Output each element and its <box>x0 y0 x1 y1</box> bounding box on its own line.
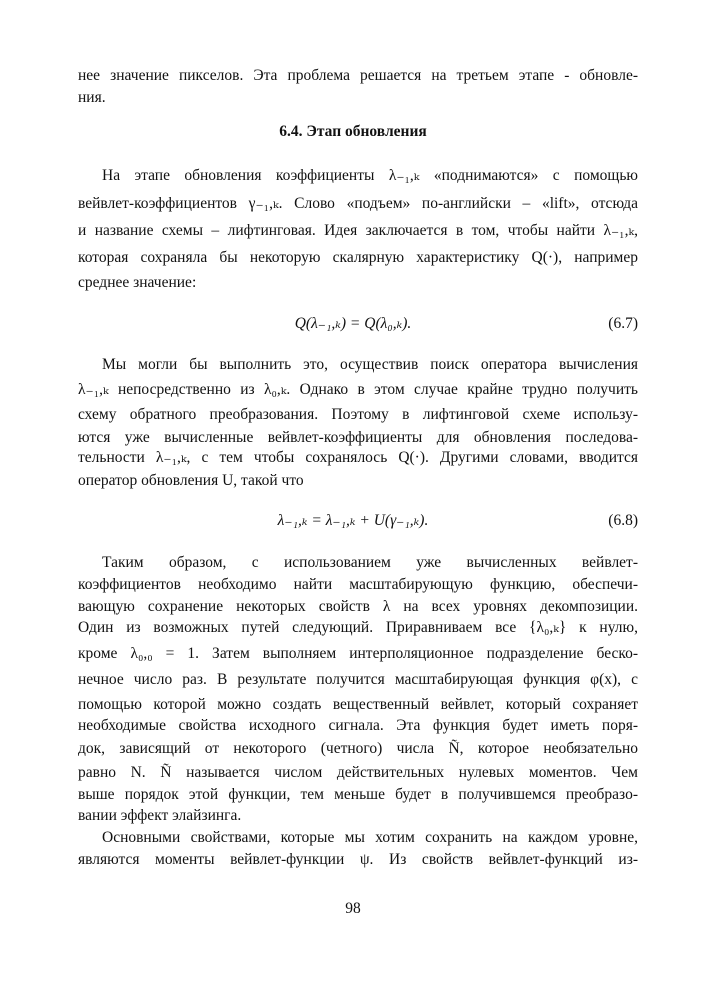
paragraph-1-line-1: На этапе обновления коэффициенты λ₋₁,ₖ «поднимаются» с помощью <box>102 167 638 184</box>
paragraph-3-line-3: вающую сохранение некоторых свойств λ на всех уровнях декомпозиции. <box>78 598 638 615</box>
paragraph-2-line-3: схему обратного преобразования. Поэтому в лифтинговой схеме использу- <box>78 406 638 423</box>
paragraph-0-line-2: ния. <box>78 89 106 106</box>
paragraph-4-line-2: являются моменты вейвлет-функции ψ. Из свойств вейвлет-функций из- <box>78 851 638 868</box>
equation-6-8: λ₋₁,ₖ = λ₋₁,ₖ + U(γ₋₁,ₖ). <box>277 512 429 529</box>
paragraph-0-line-1: нее значение пикселов. Эта проблема решается на третьем этапе - обновле- <box>78 67 638 84</box>
paragraph-3-line-12: вании эффект элайзинга. <box>78 807 242 824</box>
paragraph-4-line-1: Основными свойствами, которые мы хотим сохранить на каждом уровне, <box>102 829 638 846</box>
paragraph-2-line-4: ются уже вычисленные вейвлет-коэффициенты для обновления последова- <box>78 429 638 446</box>
paragraph-1-line-3: и название схемы – лифтинговая. Идея заключается в том, чтобы найти λ₋₁,ₖ, <box>78 222 638 239</box>
paragraph-3-line-8: необходимые свойства исходного сигнала. Эта функция будет иметь поря- <box>78 717 638 734</box>
section-heading: 6.4. Этап обновления <box>279 123 427 140</box>
paragraph-2-line-5: тельности λ₋₁,ₖ, с тем чтобы сохранялось Q(·). Другими словами, вводится <box>78 449 638 466</box>
paragraph-1-line-4: которая сохраняла бы некоторую скалярную характеристику Q(·), например <box>78 249 638 266</box>
paragraph-2-line-2: λ₋₁,ₖ непосредственно из λ₀,ₖ. Однако в этом случае крайне трудно получить <box>78 381 638 398</box>
paragraph-1-line-2: вейвлет-коэффициентов γ₋₁,ₖ. Слово «подъем» по-английски – «lift», отсюда <box>78 195 638 212</box>
paragraph-3-line-9: док, зависящий от некоторого (четного) числа Ñ, которое необязательно <box>78 740 638 757</box>
paragraph-1-line-5: среднее значение: <box>78 274 197 291</box>
paragraph-3-line-2: коэффициентов необходимо найти масштабирующую функцию, обеспечи- <box>78 576 638 593</box>
paragraph-2-line-1: Мы могли бы выполнить это, осуществив поиск оператора вычисления <box>102 356 638 373</box>
equation-6-8-number: (6.8) <box>608 512 638 529</box>
paragraph-3-line-5: кроме λ₀,₀ = 1. Затем выполняем интерполяционное подразделение беско- <box>78 645 638 662</box>
paragraph-3-line-11: выше порядок этой функции, тем меньше будет в получившемся преобразо- <box>78 786 638 803</box>
page-number: 98 <box>345 900 361 917</box>
paragraph-3-line-1: Таким образом, с использованием уже вычисленных вейвлет- <box>102 554 638 571</box>
equation-6-7: Q(λ₋₁,ₖ) = Q(λ₀,ₖ). <box>294 315 412 332</box>
paragraph-3-line-7: помощью которой можно создать вещественный вейвлет, который сохраняет <box>78 696 638 713</box>
paragraph-2-line-6: оператор обновления U, такой что <box>78 472 304 489</box>
equation-6-7-number: (6.7) <box>608 315 638 332</box>
paragraph-3-line-10: равно N. Ñ называется числом действительных нулевых моментов. Чем <box>78 764 638 781</box>
paragraph-3-line-6: нечное число раз. В результате получится масштабирующая функция φ(x), с <box>78 671 638 688</box>
paragraph-3-line-4: Один из возможных путей следующий. Приравниваем все {λ₀,ₖ} к нулю, <box>78 619 638 636</box>
